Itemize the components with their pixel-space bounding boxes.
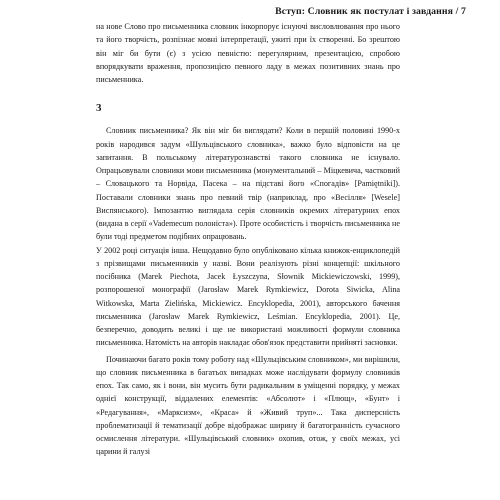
paragraph: Словник письменника? Як він міг би виглядати? Коли в першій половині 1990-х років народився задум «Шульцівського словника», важко було відповісти на це запитання. В польському літературознавстві такого словника не існувало. Опрацьовували словники мови письменника (монументальний – Міцкевича, частковий – Словацького та Норвіда, Пасека – на підставі його «Спогадів» [Pamiętniki]). Поставали словники знань про певний твір (наприклад, про «Весілля» [Wesele] Виспянського). Імпозантно виглядала серія словників окремих літературних епох (видана в серії «Vademecum полоніста»). Проте особистість і творчість письменника не були тоді предметом подібних опрацювань.	[96, 126, 400, 242]
section-number: 3	[96, 102, 102, 115]
paragraph-continuation: на нове Слово про письменника словник інкорпорує існуючі висловлювання про нього та його творчість, розпізнає мовні інтерпретації, ужиті при їх створенні. Бо зрештою він міг би бути (є) з усією певністю: перегулярним, презентацією, спробою впорядкувати враження, пропозицією певного ладу в межах позитивних знань про письменника.	[96, 22, 400, 84]
page-text	[96, 20, 400, 459]
running-head: Вступ: Словник як постулат і завдання / 7	[275, 6, 466, 17]
paragraph: Починаючи багато років тому роботу над «Шульцівським словником», ми вирішили, що словник письменника в багатьох випадках може наслідувати формулу словників епох. Так само, як і вони, він мусить бути радикальним в уміщенні порядку, у межах однієї конструкції, віддалених елементів: «Абсолют» і «Плющ», «Бунт» і «Редагування», «Марксизм», «Краса» й «Живий труп»... Така дисперсність проблематизації й тематизації добре відображає ширину й багатогранність сучасного осмислення літератури. «Шульцівський словник» охопив, отож, у своїх межах, усі царини й галузі	[96, 354, 400, 457]
paragraph: У 2002 році ситуація інша. Нещодавно було опубліковано кілька книжок-енциклопедій з прізвищами письменників у назві. Вони реалізують різні концепції: шкільного посібника (Marek Piechota, Jacek Łyszczyna, Słownik Mickiewiczowski, 1999), розпорошеної монографії (Jarosław Marek Rymkiewicz, Dorota Siwicka, Alina Witkowska, Marta Zielińska, Mickiewicz. Encyklopedia, 2001), авторського бачення письменника (Jarosław Marek Rymkiewicz, Leśmian. Encyklopedia, 2001). Це, безперечно, доводить великі і ще не використані можливості формули словника письменника. Натомість на авторів накладає обов'язок представити прийняті засновки.	[96, 245, 400, 348]
